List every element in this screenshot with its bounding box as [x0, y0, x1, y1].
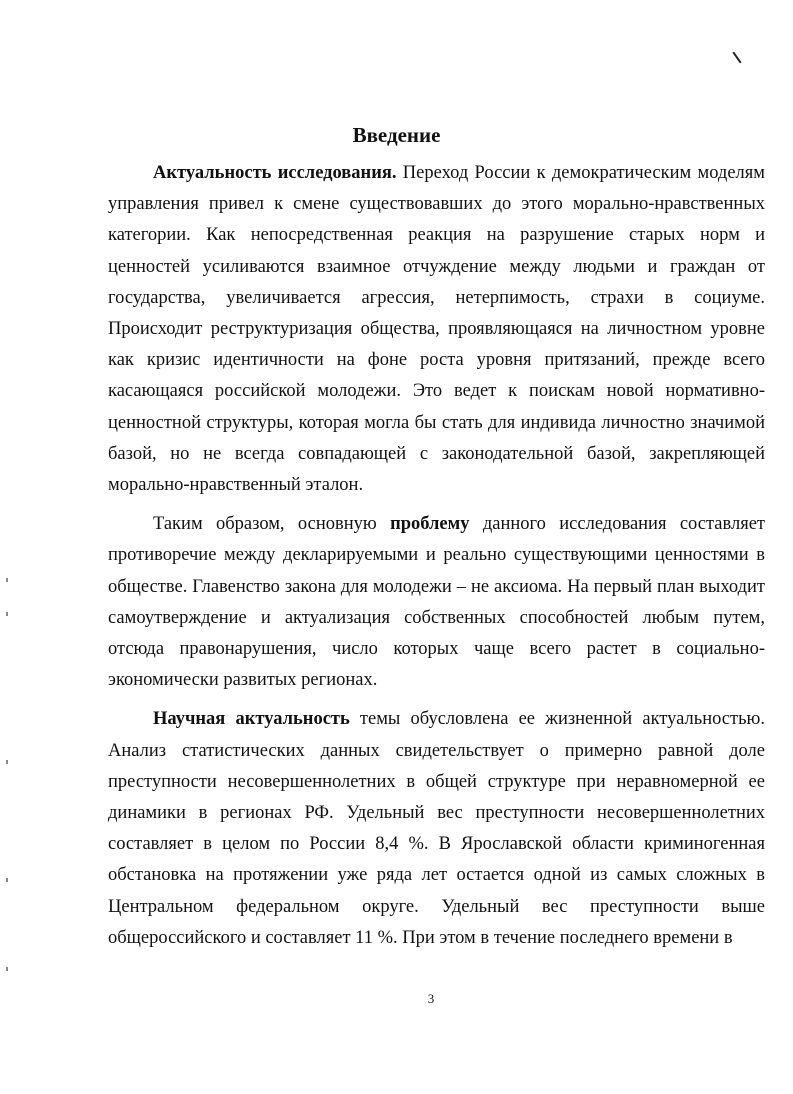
margin-mark [6, 578, 8, 582]
paragraph-text: темы обусловлена ее жизненной актуальностью. Анализ статистических данных свидетельствует о примерно равной доле преступности несовершеннолетних в общей структуре при неравномерной ее динамики в регионах РФ. Удельный вес преступности несовершеннолетних составляет в целом по России 8,4 %. В Ярославской области криминогенная обстановка на протяжении уже ряда лет остается одной из самых сложных в Центральном федеральном округе. Удельный вес преступности выше общероссийского и составляет 11 %. При этом в течение последнего времени в [108, 709, 765, 948]
paragraph-text: данного исследования составляет противоречие между декларируемыми и реально существующими ценностями в обществе. Главенство закона для молодежи – не аксиома. На первый план выходит самоутверждение и актуализация собственных способностей любым путем, отсюда правонарушения, число которых чаще всего растет в социально-экономически развитых регионах. [108, 514, 766, 691]
relevance-heading: Актуальность исследования. [153, 163, 397, 183]
page-number: 3 [427, 991, 435, 1006]
scientific-relevance-heading: Научная актуальность [153, 709, 350, 730]
body-text [108, 158, 765, 954]
paragraph-relevance [108, 158, 765, 501]
paragraph-scientific-relevance [108, 704, 765, 954]
margin-mark [6, 760, 8, 764]
margin-mark [6, 878, 8, 882]
problem-keyword: проблему [390, 514, 470, 535]
paragraph-text: Таким образом, основную [153, 514, 391, 535]
margin-mark [6, 612, 8, 616]
paragraph-text: Переход России к демократическим моделям управления привел к смене существовавших до этого морально-нравственных категории. Как непосредственная реакция на разрушение старых норм и ценностей усиливаются взаимное отчуждение между людьми и граждан от государства, увеличивается агрессия, нетерпимость, страхи в социуме. Происходит реструктуризация общества, проявляющаяся на личностном уровне как кризис идентичности на фоне роста уровня притязаний, прежде всего касающаяся российской молодежи. Это ведет к поискам новой нормативно-ценностной структуры, которая могла бы стать для индивида личностно значимой базой, но не всегда совпадающей с законодательной базой, закрепляющей морально-нравственный эталон. [108, 163, 766, 496]
paragraph-problem [108, 509, 765, 696]
scan-mark [732, 52, 741, 64]
page-title: Введение [352, 123, 441, 147]
margin-mark [6, 967, 8, 971]
